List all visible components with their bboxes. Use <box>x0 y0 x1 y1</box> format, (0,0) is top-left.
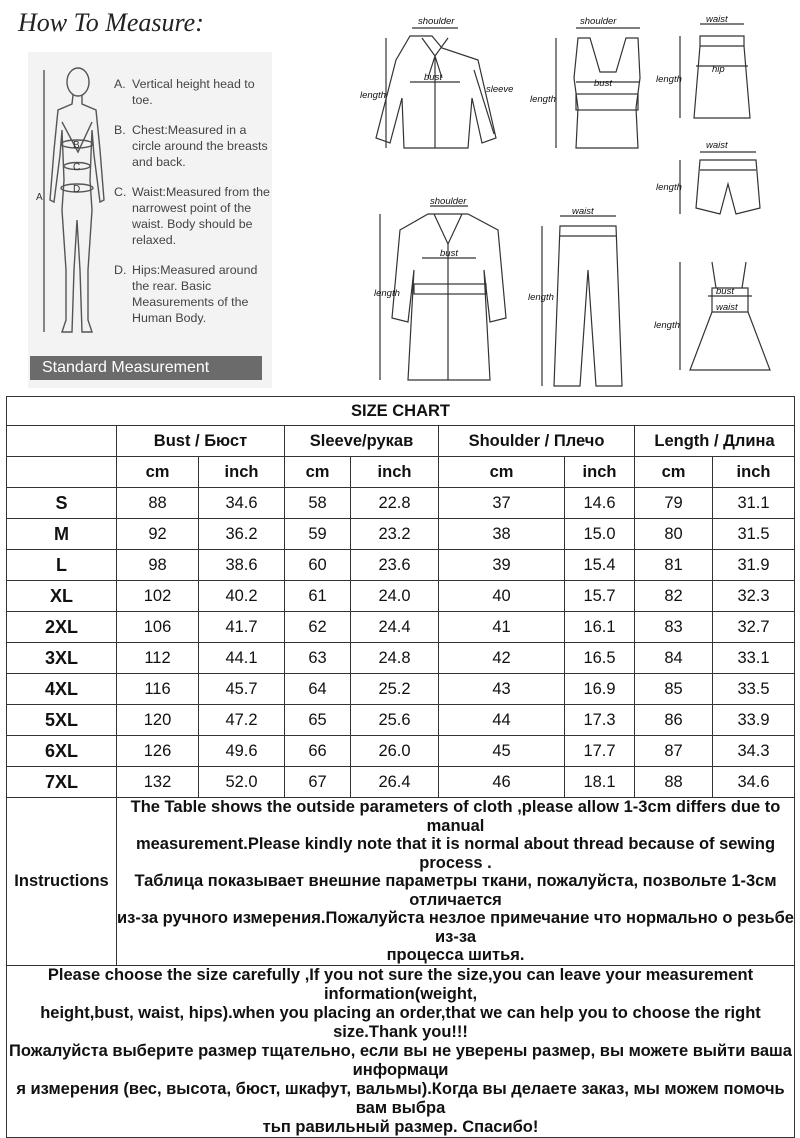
table-cell: 120 <box>117 705 199 736</box>
label-trousers-waist: waist <box>572 206 594 217</box>
table-row <box>7 488 795 519</box>
table-row <box>7 736 795 767</box>
size-label: L <box>7 550 117 581</box>
table-cell: 39 <box>439 550 565 581</box>
figure-letter-d: D <box>73 184 81 195</box>
label-trousers-length: length <box>528 292 554 303</box>
table-cell: 15.0 <box>565 519 635 550</box>
step-c <box>114 184 270 248</box>
instructions-label: Instructions <box>7 798 117 966</box>
table-cell: 88 <box>635 767 713 798</box>
notice-line: height,bust, waist, hips).when you placing an order,that we can help you to choose the right size.Thank you!!! <box>40 1003 761 1041</box>
instructions-line: Таблица показывает внешние параметры ткани, пожалуйста, позвольте 1-3см отличается <box>134 872 777 909</box>
table-row <box>7 674 795 705</box>
column-header-shoulder: Shoulder / Плечо <box>439 426 635 457</box>
table-cell: 16.1 <box>565 612 635 643</box>
table-cell: 26.0 <box>351 736 439 767</box>
blouse-diagram <box>376 28 496 148</box>
table-cell: 61 <box>285 581 351 612</box>
table-cell: 47.2 <box>199 705 285 736</box>
label-skirt-hip: hip <box>712 64 725 75</box>
table-cell: 46 <box>439 767 565 798</box>
table-cell: 67 <box>285 767 351 798</box>
unit-cm: cm <box>117 457 199 488</box>
table-cell: 17.3 <box>565 705 635 736</box>
step-letter: C. <box>114 185 127 199</box>
label-shorts-waist: waist <box>706 140 728 151</box>
table-cell: 31.1 <box>713 488 795 519</box>
table-cell: 64 <box>285 674 351 705</box>
table-cell: 32.7 <box>713 612 795 643</box>
table-cell: 33.1 <box>713 643 795 674</box>
step-text: Vertical height head to toe. <box>132 77 255 107</box>
body-measurement-panel <box>28 52 272 388</box>
table-cell: 66 <box>285 736 351 767</box>
table-cell: 59 <box>285 519 351 550</box>
measurement-guide <box>0 0 800 392</box>
table-cell: 41 <box>439 612 565 643</box>
step-letter: B. <box>114 123 126 137</box>
table-cell: 31.5 <box>713 519 795 550</box>
table-cell: 34.3 <box>713 736 795 767</box>
unit-cm: cm <box>439 457 565 488</box>
instructions-line: The Table shows the outside parameters of cloth ,please allow 1-3cm differs due to manual <box>130 798 781 835</box>
table-cell: 43 <box>439 674 565 705</box>
table-cell: 38 <box>439 519 565 550</box>
table-cell: 38.6 <box>199 550 285 581</box>
notice-line: Please choose the size carefully ,If you not sure the size,you can leave your measurement information(weight, <box>47 965 754 1003</box>
step-text: Waist:Measured from the narrowest point of the waist. Body should be relaxed. <box>132 185 270 247</box>
table-cell: 44 <box>439 705 565 736</box>
unit-inch: inch <box>351 457 439 488</box>
label-dress-waist: waist <box>716 302 738 313</box>
label-blouse-shoulder: shoulder <box>418 16 455 27</box>
table-cell: 33.5 <box>713 674 795 705</box>
label-blouse-sleeve: sleeve <box>486 84 514 95</box>
column-header-length: Length / Длина <box>635 426 795 457</box>
figure-letter-c: C <box>73 162 81 173</box>
table-cell: 25.2 <box>351 674 439 705</box>
trousers-diagram <box>542 216 622 386</box>
label-skirt-waist: waist <box>706 14 728 25</box>
table-cell: 44.1 <box>199 643 285 674</box>
notice-line: Пожалуйста выберите размер тщательно, если вы не уверены размер, вы можете выйти ваша информаци <box>9 1041 792 1079</box>
human-body-figure <box>36 60 116 350</box>
table-row <box>7 581 795 612</box>
table-cell: 63 <box>285 643 351 674</box>
table-cell: 36.2 <box>199 519 285 550</box>
instructions-line: measurement.Please kindly note that it is normal about thread because of sewing process . <box>135 835 776 872</box>
step-d <box>114 262 270 326</box>
table-cell: 116 <box>117 674 199 705</box>
table-cell: 62 <box>285 612 351 643</box>
column-header-bust: Bust / Бюст <box>117 426 285 457</box>
unit-inch: inch <box>565 457 635 488</box>
table-cell: 87 <box>635 736 713 767</box>
size-label: 7XL <box>7 767 117 798</box>
size-label: 6XL <box>7 736 117 767</box>
label-blouse-length: length <box>360 90 386 101</box>
label-vest-length: length <box>530 94 556 105</box>
label-coat-bust: bust <box>440 248 458 259</box>
table-cell: 15.4 <box>565 550 635 581</box>
table-cell: 34.6 <box>713 767 795 798</box>
unit-cm: cm <box>285 457 351 488</box>
guide-heading: How To Measure: <box>18 8 204 37</box>
unit-inch: inch <box>199 457 285 488</box>
table-cell: 42 <box>439 643 565 674</box>
table-cell: 58 <box>285 488 351 519</box>
table-cell: 112 <box>117 643 199 674</box>
label-dress-length: length <box>654 320 680 331</box>
corner-cell <box>7 426 117 457</box>
size-label: 2XL <box>7 612 117 643</box>
table-cell: 32.3 <box>713 581 795 612</box>
size-chart-table <box>6 396 795 1138</box>
table-cell: 41.7 <box>199 612 285 643</box>
step-a <box>114 76 270 108</box>
table-cell: 16.9 <box>565 674 635 705</box>
table-row <box>7 550 795 581</box>
standard-measurement-bar: Standard Measurement <box>30 356 262 380</box>
table-row <box>7 519 795 550</box>
step-letter: A. <box>114 77 126 91</box>
table-cell: 92 <box>117 519 199 550</box>
size-label: S <box>7 488 117 519</box>
table-cell: 15.7 <box>565 581 635 612</box>
table-cell: 23.2 <box>351 519 439 550</box>
table-cell: 81 <box>635 550 713 581</box>
garment-diagrams <box>350 8 790 388</box>
table-cell: 79 <box>635 488 713 519</box>
table-cell: 17.7 <box>565 736 635 767</box>
table-cell: 40 <box>439 581 565 612</box>
measurement-steps <box>114 76 270 340</box>
table-cell: 24.4 <box>351 612 439 643</box>
table-cell: 37 <box>439 488 565 519</box>
table-cell: 45 <box>439 736 565 767</box>
column-header-sleeve: Sleeve/рукав <box>285 426 439 457</box>
table-cell: 31.9 <box>713 550 795 581</box>
table-cell: 24.0 <box>351 581 439 612</box>
table-cell: 86 <box>635 705 713 736</box>
table-cell: 49.6 <box>199 736 285 767</box>
table-cell: 40.2 <box>199 581 285 612</box>
table-cell: 52.0 <box>199 767 285 798</box>
table-cell: 22.8 <box>351 488 439 519</box>
table-cell: 26.4 <box>351 767 439 798</box>
table-cell: 34.6 <box>199 488 285 519</box>
table-row <box>7 612 795 643</box>
table-cell: 82 <box>635 581 713 612</box>
figure-letter-a: A <box>36 192 43 203</box>
label-vest-bust: bust <box>594 78 612 89</box>
table-cell: 83 <box>635 612 713 643</box>
unit-inch: inch <box>713 457 795 488</box>
table-cell: 88 <box>117 488 199 519</box>
table-cell: 25.6 <box>351 705 439 736</box>
size-label: XL <box>7 581 117 612</box>
step-letter: D. <box>114 263 127 277</box>
table-cell: 16.5 <box>565 643 635 674</box>
table-cell: 45.7 <box>199 674 285 705</box>
label-coat-shoulder: shoulder <box>430 196 467 207</box>
corner-cell <box>7 457 117 488</box>
dress-diagram <box>680 262 770 370</box>
shorts-diagram <box>680 152 760 214</box>
unit-cm: cm <box>635 457 713 488</box>
step-b <box>114 122 270 170</box>
size-label: 4XL <box>7 674 117 705</box>
table-cell: 84 <box>635 643 713 674</box>
table-cell: 80 <box>635 519 713 550</box>
label-dress-bust: bust <box>716 286 734 297</box>
label-shorts-length: length <box>656 182 682 193</box>
table-cell: 132 <box>117 767 199 798</box>
table-cell: 23.6 <box>351 550 439 581</box>
label-coat-length: length <box>374 288 400 299</box>
table-cell: 24.8 <box>351 643 439 674</box>
notice-line: я измерения (вес, высота, бюст, шкафут, вальмы).Когда вы делаете заказ, мы можем помочь вам выбра <box>16 1079 785 1117</box>
label-skirt-length: length <box>656 74 682 85</box>
table-cell: 102 <box>117 581 199 612</box>
size-label: 5XL <box>7 705 117 736</box>
notice-line: тьп равильный размер. Спасибо! <box>262 1117 539 1136</box>
instructions-line: из-за ручного измерения.Пожалуйста незлое примечание что нормально о резьбе из-за <box>117 909 794 946</box>
label-vest-shoulder: shoulder <box>580 16 617 27</box>
table-cell: 33.9 <box>713 705 795 736</box>
table-cell: 18.1 <box>565 767 635 798</box>
size-label: M <box>7 519 117 550</box>
size-chart-title: SIZE CHART <box>7 397 795 426</box>
label-blouse-bust: bust <box>424 72 442 83</box>
step-text: Chest:Measured in a circle around the breasts and back. <box>132 123 268 169</box>
table-cell: 85 <box>635 674 713 705</box>
instructions-text <box>117 798 795 966</box>
size-notice <box>7 965 795 1137</box>
instructions-line: процесса шитья. <box>386 946 525 964</box>
table-row <box>7 705 795 736</box>
table-cell: 126 <box>117 736 199 767</box>
table-row <box>7 643 795 674</box>
table-cell: 60 <box>285 550 351 581</box>
table-cell: 65 <box>285 705 351 736</box>
table-cell: 98 <box>117 550 199 581</box>
figure-letter-b: B <box>73 140 80 151</box>
size-label: 3XL <box>7 643 117 674</box>
table-cell: 106 <box>117 612 199 643</box>
table-cell: 14.6 <box>565 488 635 519</box>
table-row <box>7 767 795 798</box>
step-text: Hips:Measured around the rear. Basic Measurements of the Human Body. <box>132 263 258 325</box>
